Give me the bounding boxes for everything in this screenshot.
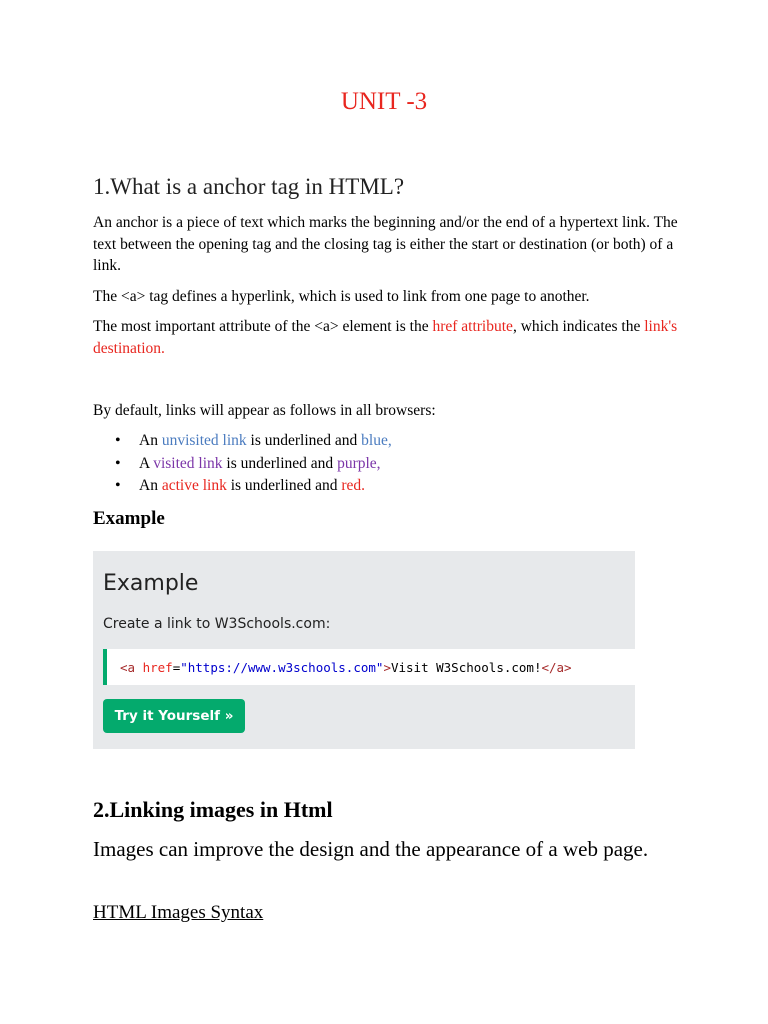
example-box (93, 551, 635, 749)
question-2-heading: 2.Linking images in Html (93, 797, 333, 822)
href-paragraph-part1: The most important attribute of the <a> element is the (93, 318, 433, 335)
code-text: Visit W3Schools.com! (390, 659, 542, 675)
visited-link-highlight: visited link (153, 454, 223, 472)
unit-title: UNIT -3 (340, 88, 428, 115)
code-close-bracket: > (383, 659, 391, 675)
example-description: Create a link to W3Schools.com: (103, 616, 331, 632)
list-item-active (115, 475, 392, 498)
code-snippet (103, 649, 635, 685)
try-it-yourself-button[interactable]: Try it Yourself » (103, 699, 245, 733)
red-word: red. (341, 477, 366, 494)
href-attribute-highlight: href attribute (432, 318, 513, 335)
code-value: "https://www.w3schools.com" (180, 659, 384, 675)
example-box-title: Example (103, 571, 199, 596)
blue-word: blue, (361, 432, 392, 449)
active-link-highlight: active link (161, 477, 227, 494)
images-syntax-heading: HTML Images Syntax (93, 902, 264, 923)
bullet-prefix: A (139, 454, 154, 472)
default-links-paragraph: By default, links will appear as follows in all browsers: (93, 402, 436, 419)
code-attribute: href (135, 659, 173, 675)
href-paragraph (93, 316, 693, 359)
code-close-tag: </a> (541, 659, 572, 675)
bullet-middle: is underlined and (226, 477, 342, 494)
example-heading: Example (93, 508, 165, 529)
code-open-tag: <a (120, 659, 136, 675)
link-destination-highlight: link's destination. (93, 318, 678, 357)
purple-word: purple, (337, 454, 381, 472)
bullet-prefix: An (139, 477, 162, 494)
images-paragraph: Images can improve the design and the appearance of a web page. (93, 837, 649, 861)
question-1-heading: 1.What is a anchor tag in HTML? (93, 174, 405, 199)
unvisited-link-highlight: unvisited link (161, 432, 247, 449)
code-equals: = (172, 659, 181, 675)
link-states-list (115, 430, 392, 498)
bullet-middle: is underlined and (222, 454, 338, 472)
list-item-unvisited (115, 430, 392, 453)
bullet-prefix: An (139, 432, 162, 449)
href-paragraph-part2: , which indicates the (512, 318, 645, 335)
a-tag-paragraph: The <a> tag defines a hyperlink, which is used to link from one page to another. (93, 288, 590, 305)
anchor-definition-paragraph: An anchor is a piece of text which marks the beginning and/or the end of a hypertext link. The text between the opening tag and the closing tag is either the start or destination (or both) of a link. (93, 214, 678, 274)
bullet-middle: is underlined and (246, 432, 362, 449)
list-item-visited (115, 453, 392, 476)
